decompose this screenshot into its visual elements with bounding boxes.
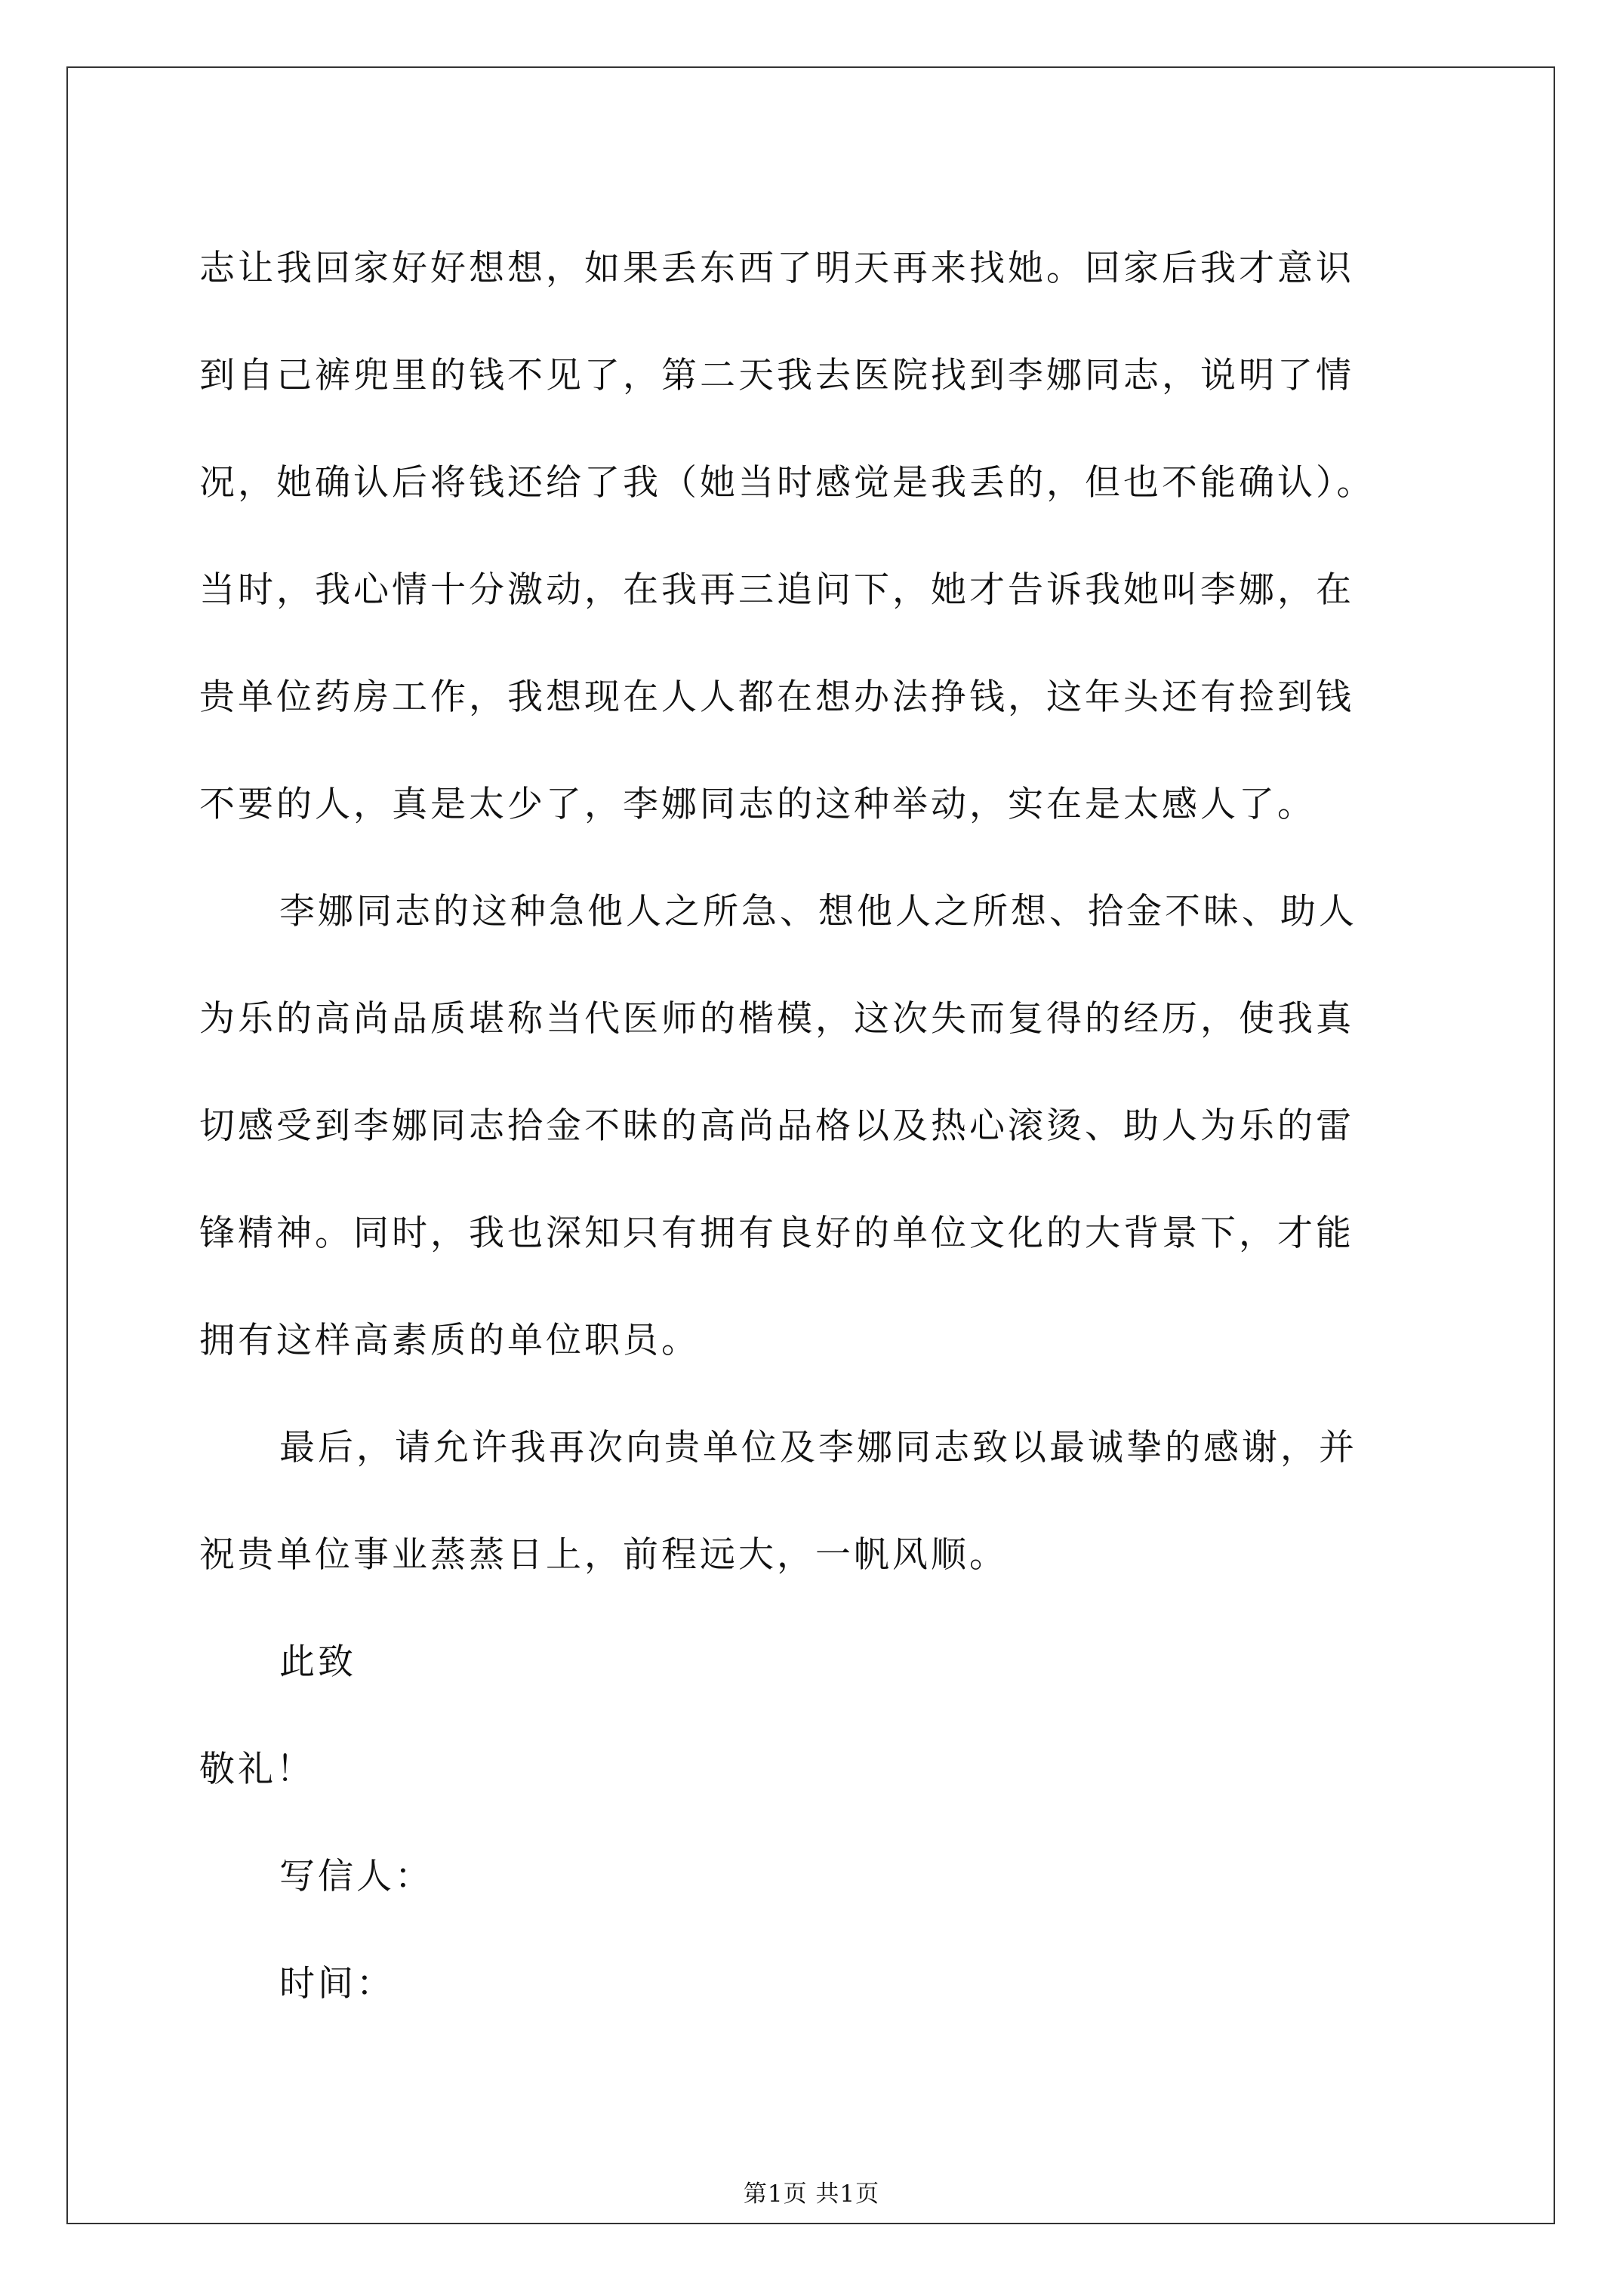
page-number: 第1页 共1页 (743, 2180, 880, 2208)
paragraph-line: 李娜同志的这种急他人之所急、想他人之所想、拾金不昧、助人 (279, 891, 1357, 932)
paragraph-line: 祝贵单位事业蒸蒸日上，前程远大，一帆风顺。 (199, 1534, 1008, 1576)
paragraph-line: 当时，我心情十分激动，在我再三追问下，她才告诉我她叫李娜，在 (199, 569, 1354, 611)
paragraph-line: 拥有这样高素质的单位职员。 (199, 1320, 700, 1361)
paragraph-line: 锋精神。同时，我也深知只有拥有良好的单位文化的大背景下，才能 (199, 1213, 1354, 1254)
salutation: 敬礼！ (199, 1749, 315, 1790)
paragraph-line: 到自己裤兜里的钱不见了，第二天我去医院找到李娜同志，说明了情 (199, 355, 1354, 396)
letter-body (199, 215, 1437, 2038)
paragraph-line: 为乐的高尚品质堪称当代医师的楷模，这次失而复得的经历，使我真 (199, 998, 1354, 1040)
paragraph-line: 不要的人，真是太少了，李娜同志的这种举动，实在是太感人了。 (199, 784, 1316, 825)
paragraph-line: 况，她确认后将钱还给了我（她当时感觉是我丢的，但也不能确认）。 (199, 462, 1375, 504)
paragraph-line: 切感受到李娜同志拾金不昧的高尚品格以及热心滚烫、助人为乐的雷 (199, 1105, 1354, 1147)
sender-label: 写信人： (279, 1856, 433, 1897)
date-label: 时间： (279, 1963, 395, 2005)
paragraph-line: 贵单位药房工作，我想现在人人都在想办法挣钱，这年头还有捡到钱 (199, 676, 1354, 718)
paragraph-line: 最后，请允许我再次向贵单位及李娜同志致以最诚挚的感谢，并 (279, 1427, 1357, 1469)
paragraph-line: 志让我回家好好想想，如果丢东西了明天再来找她。回家后我才意识 (199, 248, 1354, 289)
closing-phrase: 此致 (279, 1641, 356, 1683)
